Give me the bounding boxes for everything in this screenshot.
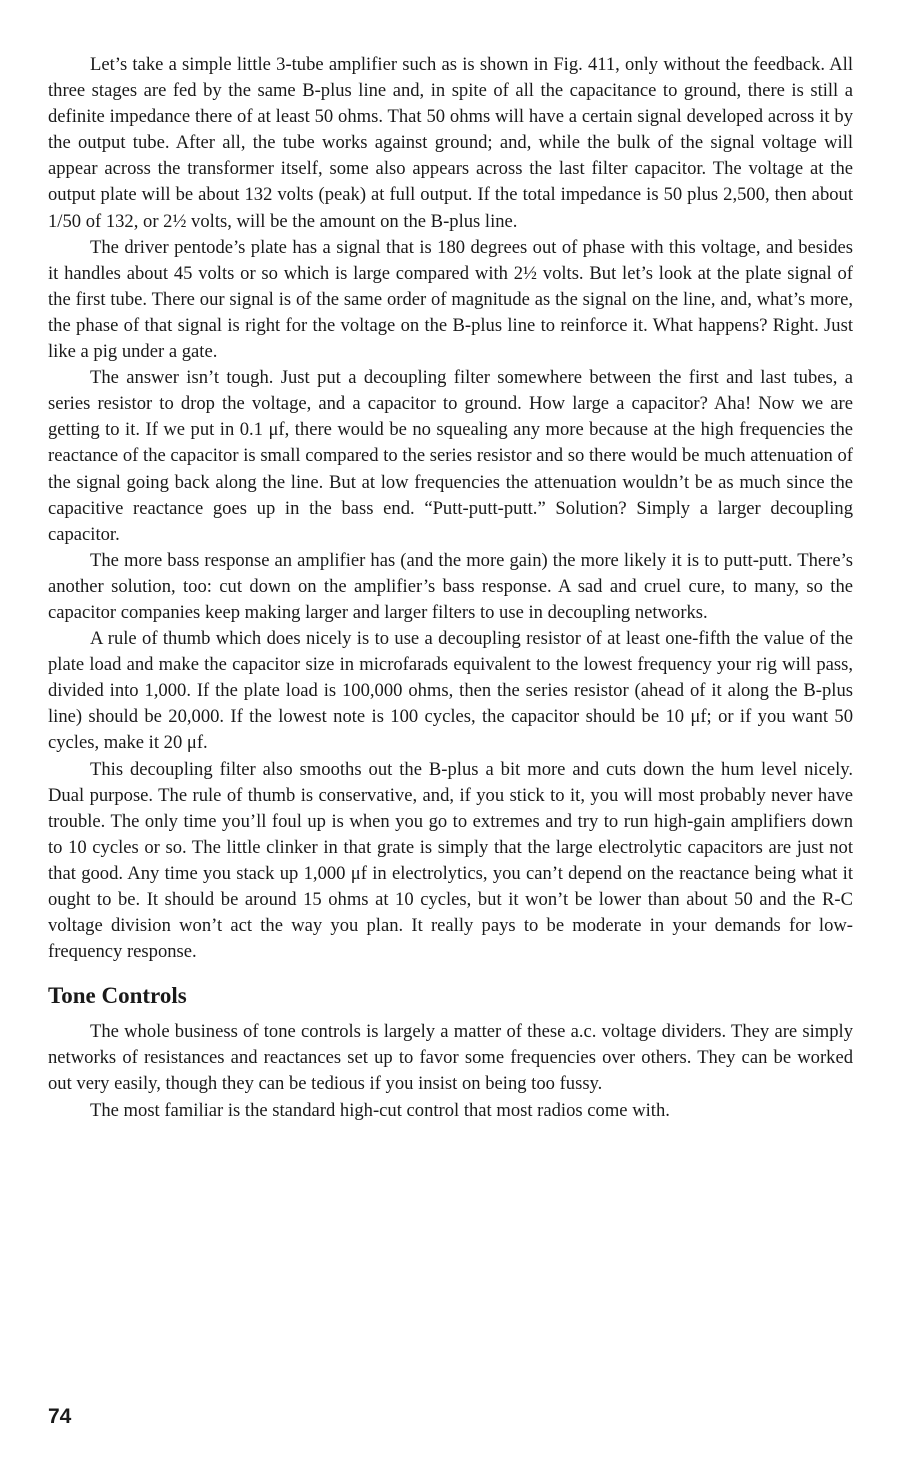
page-number: 74 [48, 1405, 72, 1428]
body-paragraph: The more bass response an amplifier has (and the more gain) the more likely it is to putt-putt. There’s another solution, too: cut down on the amplifier’s bass response. A sad and cruel cure, to many, so the capacitor companies keep making larger and larger filters to use in decoupling networks. [48, 549, 853, 623]
body-paragraph: This decoupling filter also smooths out the B-plus a bit more and cuts down the hum level nicely. Dual purpose. The rule of thumb is conservative, and, if you stick to it, you will most probably never have trouble. The only time you’ll foul up is when you go to extremes and try to run high-gain amplifiers down to 10 cycles or so. The little clinker in that grate is simply that the large electrolytic capacitors are just not that good. Any time you stack up 1,000 μf in electrolytics, you can’t depend on the reactance being what it ought to be. It should be around 15 ohms at 10 cycles, but it won’t be lower than about 50 and the R-C voltage division won’t act the way you plan. It really pays to be moderate in your demands for low-frequency response. [48, 758, 853, 963]
body-paragraph: Let’s take a simple little 3-tube amplifier such as is shown in Fig. 411, only without the feedback. All three stages are fed by the same B-plus line and, in spite of all the capacitance to ground, there is still a definite impedance there of at least 50 ohms. That 50 ohms will have a certain signal developed across it by the output tube. After all, the tube works against ground; and, while the bulk of the signal voltage will appear across the transformer itself, some also appears across the last filter capacitor. The voltage at the output plate will be about 132 volts (peak) at full output. If the total impedance is 50 plus 2,500, then about 1/50 of 132, or 2½ volts, will be the amount on the B-plus line. [48, 54, 853, 232]
body-paragraph: A rule of thumb which does nicely is to use a decoupling resistor of at least one-fifth the value of the plate load and make the capacitor size in microfarads equivalent to the lowest frequency your rig will pass, divided into 1,000. If the plate load is 100,000 ohms, then the series resistor (ahead of it along the B-plus line) should be 20,000. If the lowest note is 100 cycles, the capacitor should be 10 μf; or if you want 50 cycles, make it 20 μf. [48, 628, 853, 754]
body-paragraph: The answer isn’t tough. Just put a decoupling filter somewhere between the first and last tubes, a series resistor to drop the voltage, and a capacitor to ground. How large a capacitor? Aha! Now we are getting to it. If we put in 0.1 μf, there would be no squealing any more because at the high frequencies the reactance of the capacitor is small compared to the series resistor and so there would be much attenuation of the signal going back along the line. But at low frequencies the attenuation wouldn’t be as much since the capacitive reactance goes up in the bass end. “Putt-putt-putt.” Solution? Simply a larger decoupling capacitor. [48, 367, 853, 545]
page-body [48, 52, 853, 1124]
body-paragraph: The whole business of tone controls is largely a matter of these a.c. voltage dividers. They are simply networks of resistances and reactances set up to favor some frequencies over others. They can be worked out very easily, though they can be tedious if you insist on being too fussy. [48, 1021, 853, 1095]
section-heading: Tone Controls [48, 983, 187, 1009]
body-paragraph: The driver pentode’s plate has a signal that is 180 degrees out of phase with this voltage, and besides it handles about 45 volts or so which is large compared with 2½ volts. But let’s look at the plate signal of the first tube. There our signal is of the same order of magnitude as the signal on the line, and, what’s more, the phase of that signal is right for the voltage on the B-plus line to reinforce it. What happens? Right. Just like a pig under a gate. [48, 236, 853, 363]
body-paragraph: The most familiar is the standard high-cut control that most radios come with. [90, 1099, 670, 1121]
